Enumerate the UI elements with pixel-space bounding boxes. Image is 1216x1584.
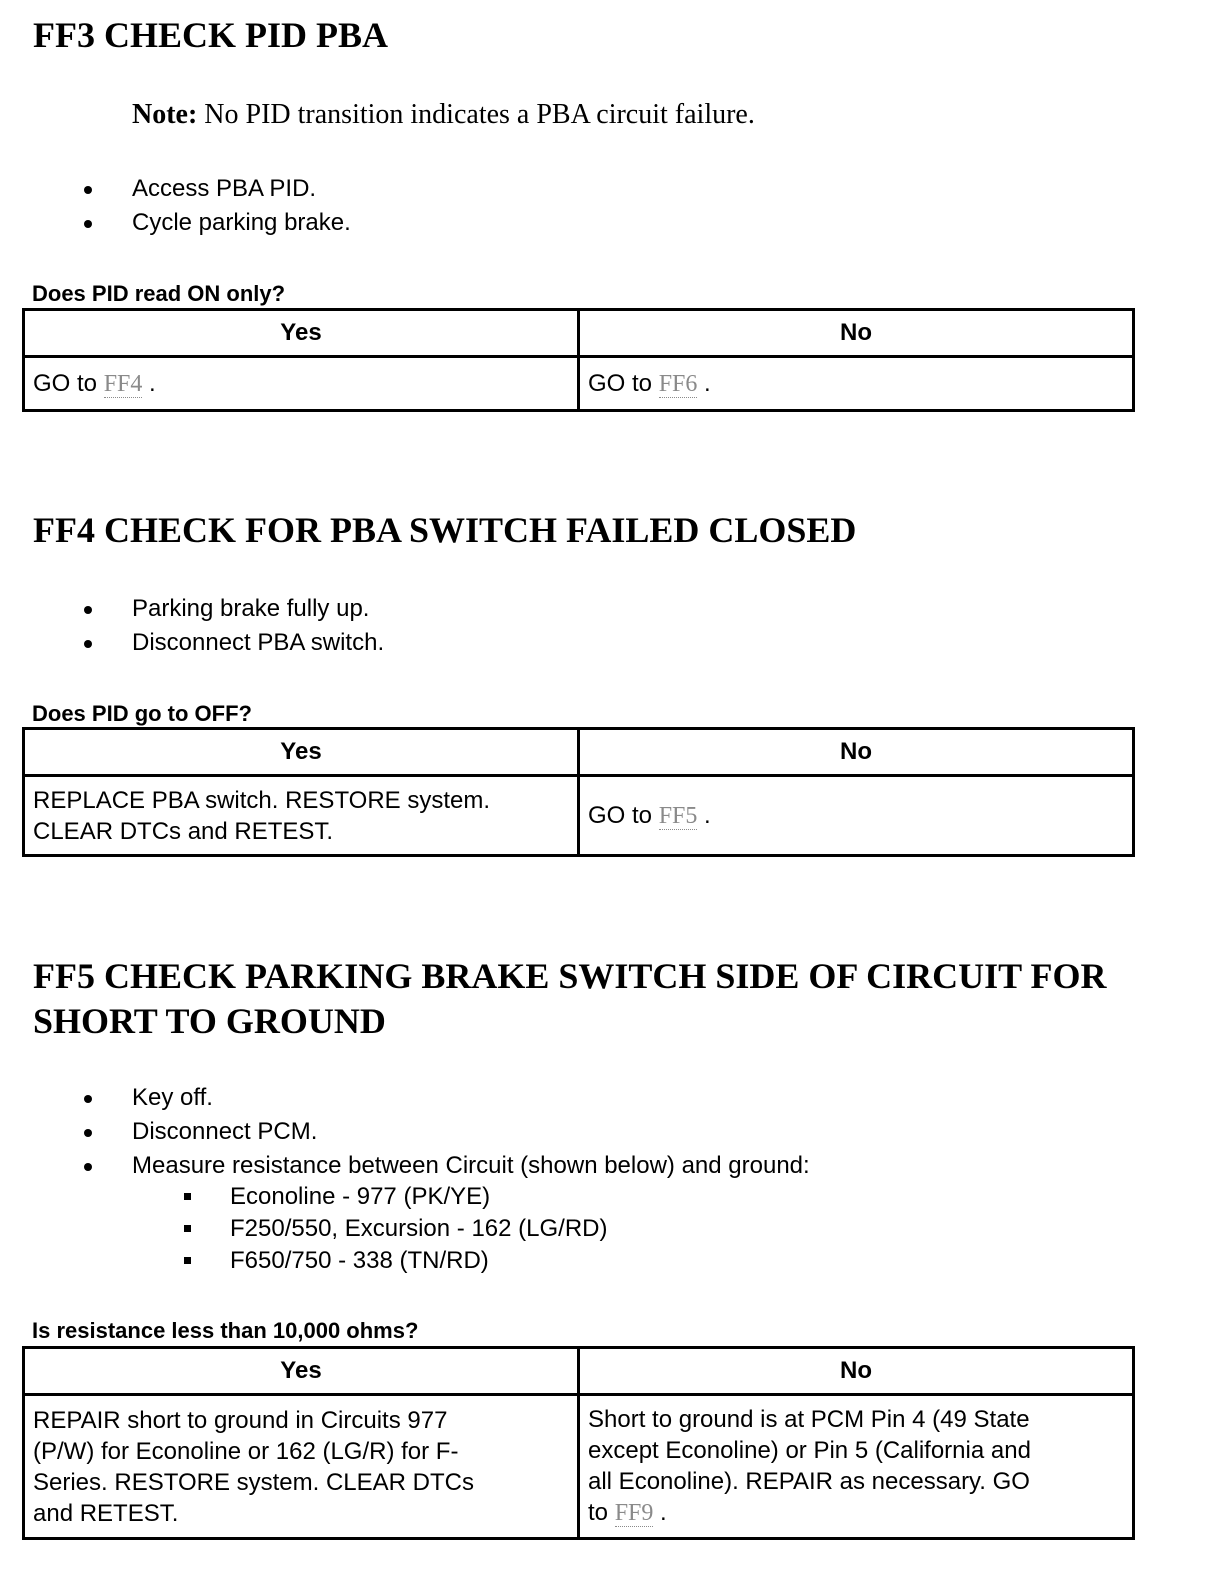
yes-cell: REPAIR short to ground in Circuits 977 (P/W) for Econoline or 162 (LG/R) for F- Series. RESTORE system. CLEAR DTCs and RETEST. <box>24 1395 579 1539</box>
bullet-icon <box>84 606 92 614</box>
note-label: Note: <box>132 99 198 130</box>
list-item: Disconnect PBA switch. <box>0 626 384 660</box>
table-row <box>24 1395 1134 1539</box>
table-row <box>24 357 1134 411</box>
list-item: Parking brake fully up. <box>0 592 384 626</box>
ff5-question: Is resistance less than 10,000 ohms? <box>32 1318 419 1343</box>
list-item: F650/750 - 338 (TN/RD) <box>0 1245 608 1277</box>
bullet-icon <box>84 220 92 228</box>
bullet-icon <box>84 1129 92 1137</box>
no-header: No <box>579 310 1134 357</box>
no-cell: Short to ground is at PCM Pin 4 (49 State except Econoline) or Pin 5 (California and all Econoline). REPAIR as necessary. GO to FF9 . <box>579 1395 1134 1539</box>
list-item: Cycle parking brake. <box>0 206 351 240</box>
link-ff9[interactable]: FF9 <box>614 1500 654 1526</box>
bullet-icon <box>84 640 92 648</box>
ff5-sub-steps <box>0 1181 608 1277</box>
table-header-row <box>24 310 1134 357</box>
square-bullet-icon <box>184 1257 191 1264</box>
square-bullet-icon <box>184 1193 191 1200</box>
yes-header: Yes <box>24 1348 579 1395</box>
ff5-steps <box>0 1081 810 1183</box>
ff3-title: FF3 CHECK PID PBA <box>33 15 388 55</box>
bullet-icon <box>84 1095 92 1103</box>
bullet-icon <box>84 186 92 194</box>
ff4-question: Does PID go to OFF? <box>32 701 252 726</box>
yes-cell: REPLACE PBA switch. RESTORE system. CLEAR DTCs and RETEST. <box>24 776 579 856</box>
no-header: No <box>579 1348 1134 1395</box>
no-cell: GO to FF6 . <box>579 357 1134 411</box>
no-cell: GO to FF5 . <box>579 776 1134 856</box>
yes-header: Yes <box>24 729 579 776</box>
ff3-note <box>132 98 755 132</box>
note-text: No PID transition indicates a PBA circuit failure. <box>197 99 755 130</box>
ff3-steps <box>0 172 351 240</box>
list-item: Econoline - 977 (PK/YE) <box>0 1181 608 1213</box>
list-item: F250/550, Excursion - 162 (LG/RD) <box>0 1213 608 1245</box>
bullet-icon <box>84 1163 92 1171</box>
yes-cell: GO to FF4 . <box>24 357 579 411</box>
list-item: Key off. <box>0 1081 810 1115</box>
ff3-question: Does PID read ON only? <box>32 281 286 306</box>
no-header: No <box>579 729 1134 776</box>
table-header-row <box>24 729 1134 776</box>
ff3-decision-table <box>22 308 1135 412</box>
yes-header: Yes <box>24 310 579 357</box>
ff5-title: FF5 CHECK PARKING BRAKE SWITCH SIDE OF CIRCUIT FOR SHORT TO GROUND <box>33 956 1107 1041</box>
list-item: Access PBA PID. <box>0 172 351 206</box>
table-header-row <box>24 1348 1134 1395</box>
link-ff5[interactable]: FF5 <box>658 802 698 829</box>
link-ff4[interactable]: FF4 <box>103 370 143 397</box>
ff4-title: FF4 CHECK FOR PBA SWITCH FAILED CLOSED <box>33 510 857 550</box>
ff5-decision-table <box>22 1346 1135 1540</box>
square-bullet-icon <box>184 1225 191 1232</box>
ff4-decision-table <box>22 727 1135 857</box>
table-row <box>24 776 1134 856</box>
ff4-steps <box>0 592 384 660</box>
link-ff6[interactable]: FF6 <box>658 370 698 397</box>
list-item: Disconnect PCM. <box>0 1115 810 1149</box>
list-item: Measure resistance between Circuit (shown below) and ground: <box>0 1149 810 1183</box>
